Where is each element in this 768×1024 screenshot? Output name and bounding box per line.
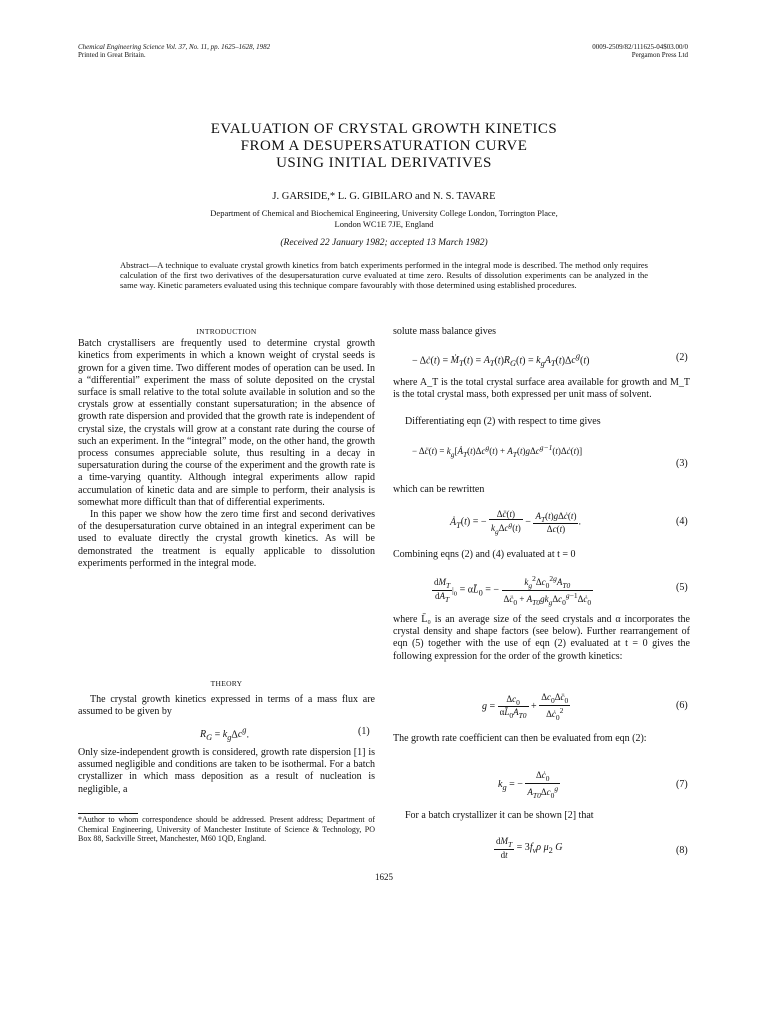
introduction-paragraph-1: Batch crystallisers are frequently used to determine crystal growth kinetics from experiments in which a known weight of crystal seeds is grown for a given time. Two different modes of operation can be used. In a “differential” experiment the mass of solute deposited on the crystal surface is small relative to the total solute available in solution and so the crystals grow at essentially constant supersaturation; in the absence of growth rate dispersion and provided that the growth rate is independent of crystal size, the crystals will grow at a constant rate during the course of such an experiment. In the “integral” mode, on the other hand, the growth process consumes appreciable solute, thus resulting in a decay in supersaturation during the course of the experiment and the growth rate is a time-varying quantity. Although integral experiments allow rapid accumulation of kinetic data and are simple to perform, their analysis is somewhat more difficult than that of differential experiments.	[78, 338, 375, 508]
title-line-2: FROM A DESUPERSATURATION CURVE	[240, 138, 528, 154]
equation-3-number: (3)	[676, 458, 688, 469]
equation-2-number: (2)	[676, 352, 688, 363]
equation-1-number: (1)	[358, 726, 370, 737]
equation-4: $Ȧ_T(t)$ = − $\frac{\Delta c̈(t)}{k_g\Delta c^g(t)}$ − $\frac{A_T(t)g\Delta ċ(t)}{\Delta c(t)}$ .	[450, 509, 581, 536]
right-paragraph-8: For a batch crystallizer it can be shown [2] that	[405, 810, 594, 821]
right-paragraph-1: solute mass balance gives	[393, 326, 497, 337]
equation-8: $\frac{dM_T}{dt}$ = $3f_v\rho$ $\mu_2$ G	[496, 836, 563, 860]
publisher-header	[592, 43, 688, 59]
right-paragraph-2: where A_T is the total crystal surface area available for growth and M_T is the total crystal mass, both expressed per unit mass of solvent.	[393, 377, 690, 401]
equation-5: $\frac{dM_T}{dA_T}$ $|_0$ = $\alpha L̄_0$ = − $\frac{k_g^2\Delta c_0^{2g}A_{T0}}{\Delta c̈_0 + A_{T0}gk_g\Delta c_0^{g-1}\Delta ċ_0}$	[434, 574, 592, 607]
equation-1: $R_G = k_g\Delta c^g$.	[200, 726, 249, 743]
equation-4-number: (4)	[676, 516, 688, 527]
journal-header	[78, 43, 270, 59]
author-list: J. GARSIDE,* L. G. GIBILARO and N. S. TAVARE	[272, 191, 496, 202]
abstract: Abstract—A technique to evaluate crystal growth kinetics from batch experiments performed in the integral mode is described. The method only requires calculation of the first two derivatives of the desupersaturation curve evaluated at time zero. Results of dissolution experiments can be analyzed in the same way. Kinetic parameters evaluated using this technique compare favourably with those determined using established procedures.	[120, 260, 648, 290]
theory-paragraph-2: Only size-independent growth is considered, growth rate dispersion [1] is assumed negligible and conditions are taken to be isothermal. For a batch crystallizer in which mass deposition as a result of nucleation is negligible, a	[78, 747, 375, 795]
right-paragraph-5: Combining eqns (2) and (4) evaluated at t = 0	[393, 549, 576, 560]
equation-2: − Δċ(t) = Ṁ$_T$(t) = $A_T(t)R_G(t) = k_gA_T(t)\Delta c^g(t)$	[412, 352, 590, 369]
right-paragraph-6: where L̄₀ is an average size of the seed crystals and α incorporates the crystal density and shape factors (see below). Further rearrangement of eqn (5) together with the use of eqn (2) evaluated at t = 0 gives the following expression for the order of the growth kinetics:	[393, 614, 690, 662]
page-number: 1625	[375, 872, 393, 882]
left-column	[78, 326, 375, 570]
introduction-heading: INTRODUCTION	[196, 327, 257, 336]
affiliation-line-2: London WC1E 7JE, England	[334, 219, 434, 229]
footnote-divider	[78, 813, 138, 814]
equation-5-number: (5)	[676, 582, 688, 593]
theory-paragraph-1: The crystal growth kinetics expressed in terms of a mass flux are assumed to be given by	[78, 694, 375, 718]
journal-citation: Chemical Engineering Science Vol. 37, No. 11, pp. 1625–1628, 1982	[78, 43, 271, 51]
equation-6-number: (6)	[676, 700, 688, 711]
equation-7: $k_g$ = − $\frac{\Delta ċ_0}{A_{T0}\Delta c_0^g}$	[498, 770, 559, 800]
affiliation-line-1: Department of Chemical and Biochemical Engineering, University College London, Torrington Place,	[210, 208, 558, 218]
right-paragraph-4: which can be rewritten	[393, 484, 485, 495]
right-paragraph-7: The growth rate coefficient can then be evaluated from eqn (2):	[393, 733, 647, 744]
paper-title	[0, 121, 768, 172]
theory-section	[78, 678, 375, 719]
right-paragraph-3: Differentiating eqn (2) with respect to time gives	[405, 416, 601, 427]
equation-8-number: (8)	[676, 845, 688, 856]
equation-6: g = $\frac{\Delta c_0}{\alpha L̄_0A_{T0}}$ + $\frac{\Delta c_0\Delta c̈_0}{\Delta ċ_0^2}$	[482, 692, 569, 722]
title-line-3: USING INITIAL DERIVATIVES	[276, 155, 492, 171]
equation-3: − Δc̈(t) = $k_g[Ȧ_T(t)\Delta c^g(t)$ + $A_T(t)g\Delta c^{g-1}(t)\Delta ċ(t)$]	[412, 443, 583, 459]
printed-location: Printed in Great Britain.	[78, 51, 146, 59]
title-line-1: EVALUATION OF CRYSTAL GROWTH KINETICS	[210, 121, 558, 137]
footnote: *Author to whom correspondence should be addressed. Present address; Department of Chemical Engineering, University of Manchester Institute of Science & Technology, PO Box 88, Sackville Street, Manchester, M60 1QD, England.	[78, 815, 375, 843]
publisher-name: Pergamon Press Ltd	[631, 51, 688, 59]
received-dates: (Received 22 January 1982; accepted 13 March 1982)	[280, 238, 488, 248]
affiliation	[120, 208, 648, 230]
theory-heading: THEORY	[210, 679, 243, 688]
equation-7-number: (7)	[676, 779, 688, 790]
article-code: 0009-2509/82/111625-04$03.00/0	[592, 43, 688, 51]
introduction-paragraph-2: In this paper we show how the zero time first and second derivatives of the desupersaturation curve obtained in an integral experiment can be used to evaluate directly the crystal growth kinetics. As will be demonstrated the treatment is equally applicable to dissolution experiments performed in the integral mode.	[78, 509, 375, 569]
